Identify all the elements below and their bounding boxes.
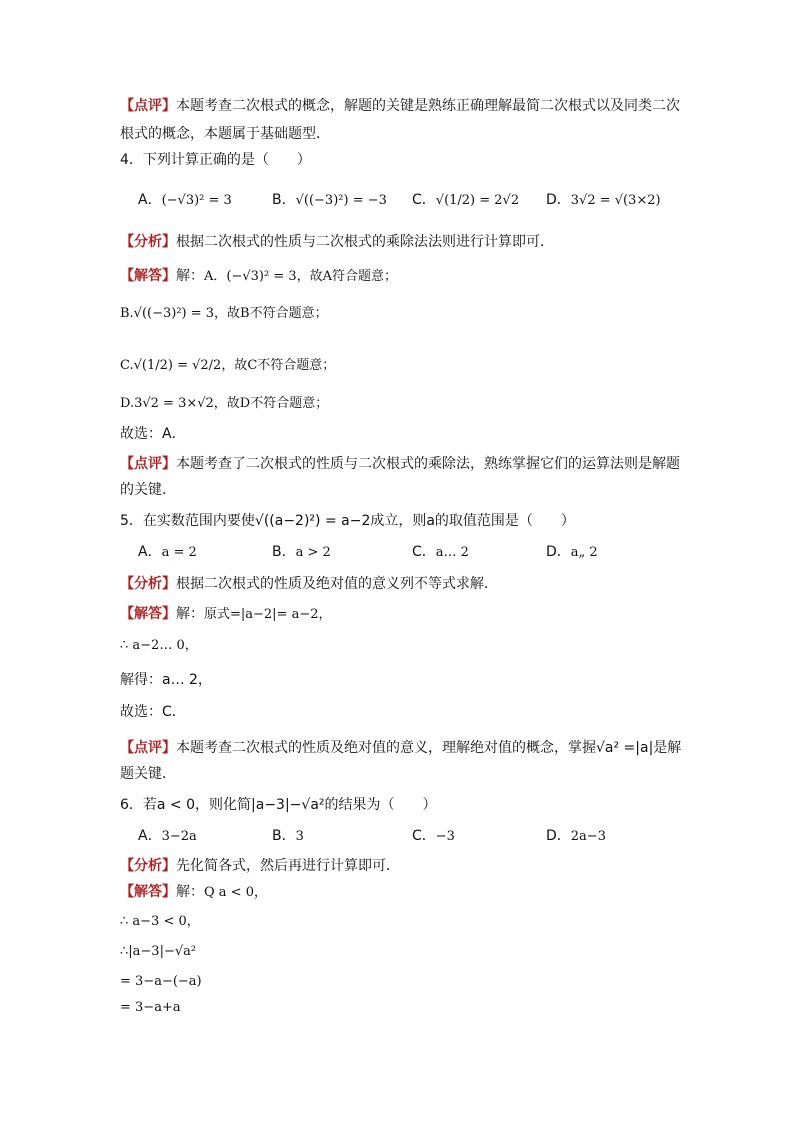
comment-line: [120, 124, 330, 144]
option-d: [546, 826, 606, 847]
comment-text: 本题考查了二次根式的性质与二次根式的乘除法，熟练掌握它们的运算法则是解题: [176, 456, 680, 472]
option-label: B．: [272, 544, 296, 560]
option-label: A．: [138, 544, 162, 560]
comment-text: 本题考查二次根式的概念，解题的关键是熟练正确理解最简二次根式以及同类二次: [176, 98, 680, 114]
option-label: C．: [412, 544, 436, 560]
choice-line: 故选：A．: [120, 426, 186, 442]
option-label: D．: [546, 192, 571, 208]
choice-line: 故选：C．: [120, 704, 186, 720]
answer-step: C.√(1/2) = √2/2，故C不符合题意；: [120, 358, 336, 373]
answer-step: ∴ a−2… 0，: [120, 638, 198, 653]
question-4-stem: 4．下列计算正确的是（ ）: [120, 152, 311, 168]
option-b: [272, 542, 331, 563]
analysis-tag: 【分析】: [120, 576, 176, 592]
answer-step: = 3−a+a: [120, 1000, 181, 1015]
option-label: B．: [272, 828, 296, 844]
answer-step: ∴ a−3 < 0，: [120, 914, 200, 929]
comment-line: 题关键．: [120, 766, 176, 782]
option-expr: 3−2a: [161, 829, 197, 844]
answer-step: B.√((−3)²) = 3，故B不符合题意；: [120, 306, 328, 321]
answer-step: = 3−a−(−a): [120, 974, 202, 989]
comment-line: [120, 454, 680, 474]
option-b: [272, 190, 387, 211]
option-label: B．: [272, 192, 296, 208]
analysis-line: [120, 856, 400, 876]
analysis-tag: 【分析】: [120, 234, 176, 250]
answer-prefix: 解：: [176, 606, 204, 622]
option-c: [412, 190, 519, 211]
comment-line: [120, 738, 681, 758]
option-expr: 3: [295, 829, 304, 844]
comment-line: [120, 96, 680, 116]
option-expr: a„ 2: [570, 545, 598, 560]
question-stem: [120, 150, 311, 170]
comment-tag: 【点评】: [120, 740, 176, 756]
option-expr: √(1/2) = 2√2: [435, 193, 520, 208]
comment-text: 本题考查二次根式的性质及绝对值的意义，理解绝对值的概念，掌握√a² =|a|是解: [176, 740, 682, 756]
option-label: A．: [138, 192, 162, 208]
option-label: C．: [412, 192, 436, 208]
option-d: [546, 542, 598, 563]
analysis-text: 先化简各式，然后再进行计算即可．: [176, 858, 400, 874]
answer-tag: 【解答】: [120, 606, 176, 622]
answer-line: [120, 604, 332, 625]
option-expr: 3√2 = √(3×2): [570, 193, 661, 208]
comment-text: 根式的概念，本题属于基础题型．: [120, 126, 330, 142]
option-label: D．: [546, 544, 571, 560]
answer-line: [120, 266, 397, 287]
answer-tag: 【解答】: [120, 884, 176, 900]
option-label: C．: [412, 828, 436, 844]
option-expr: a… 2: [435, 545, 469, 560]
option-d: [546, 190, 661, 211]
question-5-stem: 5．在实数范围内要使√((a−2)²) = a−2成立，则a的取值范围是（ ）: [120, 513, 575, 529]
option-expr: (−√3)² = 3: [161, 193, 232, 208]
analysis-tag: 【分析】: [120, 858, 176, 874]
answer-line: [120, 882, 267, 903]
option-c: [412, 826, 455, 847]
option-expr: 2a−3: [570, 829, 606, 844]
option-a: [138, 190, 232, 211]
option-expr: a = 2: [161, 545, 197, 560]
option-a: [138, 542, 197, 563]
answer-step: Q a < 0，: [204, 885, 267, 900]
answer-step: A．(−√3)² = 3，故A符合题意；: [204, 269, 398, 284]
option-c: [412, 542, 469, 563]
answer-prefix: 解：: [176, 884, 204, 900]
answer-step: ∴|a−3|−√a²: [120, 944, 197, 959]
analysis-line: [120, 574, 498, 594]
answer-prefix: 解：: [176, 268, 204, 284]
answer-step: D.3√2 = 3×√2，故D不符合题意；: [120, 396, 329, 411]
analysis-line: [120, 232, 554, 252]
comment-tag: 【点评】: [120, 456, 176, 472]
comment-line: 的关键．: [120, 482, 176, 498]
option-expr: a > 2: [295, 545, 331, 560]
answer-step: 原式=|a−2|= a−2，: [204, 607, 332, 622]
question-6-stem: 6．若a < 0，则化简|a−3|−√a²的结果为（ ）: [120, 797, 437, 813]
answer-tag: 【解答】: [120, 268, 176, 284]
option-expr: √((−3)²) = −3: [295, 193, 387, 208]
option-b: [272, 826, 304, 847]
option-label: A．: [138, 828, 162, 844]
option-expr: −3: [435, 829, 455, 844]
option-label: D．: [546, 828, 571, 844]
comment-tag: 【点评】: [120, 98, 176, 114]
answer-step: 解得：a… 2，: [120, 672, 212, 688]
analysis-text: 根据二次根式的性质与二次根式的乘除法法则进行计算即可．: [176, 234, 554, 250]
analysis-text: 根据二次根式的性质及绝对值的意义列不等式求解．: [176, 576, 498, 592]
option-a: [138, 826, 197, 847]
